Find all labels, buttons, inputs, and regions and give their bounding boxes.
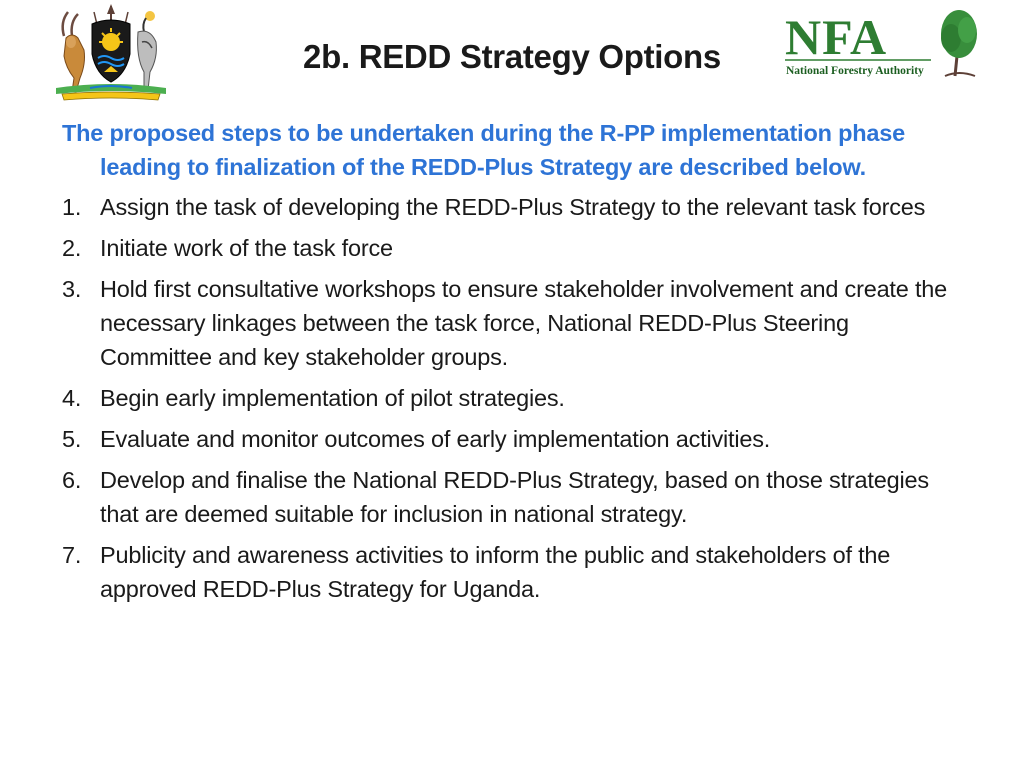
step-number: 3.: [62, 276, 82, 302]
step-number: 6.: [62, 467, 82, 493]
nfa-logo: [783, 8, 993, 80]
tree-icon: [941, 10, 977, 76]
step-text: Assign the task of developing the REDD-Plus Strategy to the relevant task forces: [100, 194, 926, 220]
step-text: Initiate work of the task force: [100, 235, 393, 261]
step-item: [62, 381, 962, 415]
step-number: 5.: [62, 426, 82, 452]
step-text: Hold first consultative workshops to ensure stakeholder involvement and create the necessary linkages between the task force, National REDD-Plus Steering Committee and key stakeholder groups.: [100, 276, 948, 370]
step-text: Publicity and awareness activities to inform the public and stakeholders of the approved REDD-Plus Strategy for Uganda.: [100, 542, 891, 602]
step-text: Evaluate and monitor outcomes of early implementation activities.: [100, 426, 771, 452]
svg-text:NFA: NFA: [785, 9, 888, 65]
step-text: Develop and finalise the National REDD-Plus Strategy, based on those strategies that are deemed suitable for inclusion in national strategy.: [100, 467, 929, 527]
step-item: [62, 272, 962, 374]
intro-paragraph: The proposed steps to be undertaken during the R-PP implementation phase leading to finalization of the REDD-Plus Strategy are described below.: [62, 120, 906, 180]
step-item: [62, 231, 962, 265]
page-title-text: 2b. REDD Strategy Options: [303, 38, 721, 75]
step-item: [62, 190, 962, 224]
svg-text:National Forestry Authority: National Forestry Authority: [786, 65, 924, 77]
step-text: Begin early implementation of pilot strategies.: [100, 385, 565, 411]
step-item: [62, 422, 962, 456]
steps-list: [62, 190, 962, 606]
content-body: [62, 116, 962, 613]
step-number: 4.: [62, 385, 82, 411]
step-item: [62, 538, 962, 606]
step-item: [62, 463, 962, 531]
step-number: 7.: [62, 542, 82, 568]
step-number: 2.: [62, 235, 82, 261]
step-number: 1.: [62, 194, 82, 220]
